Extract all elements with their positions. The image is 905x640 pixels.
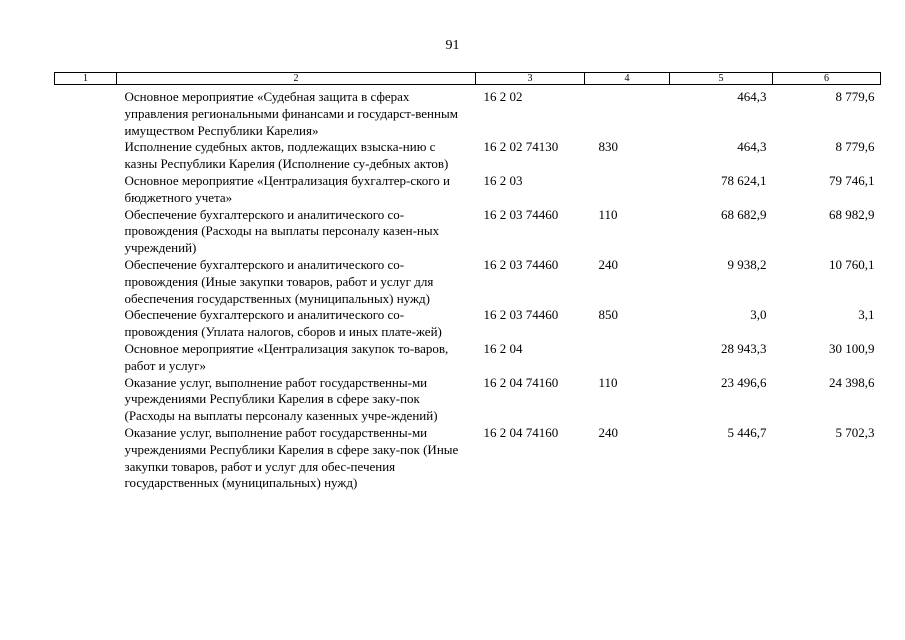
header-col-6: 6 xyxy=(773,73,881,85)
header-col-3: 3 xyxy=(476,73,585,85)
table-row xyxy=(55,85,881,140)
row-value-2: 5 702,3 xyxy=(835,424,875,440)
row-code: 16 2 03 xyxy=(483,172,523,188)
row-type: 240 xyxy=(598,256,618,272)
row-number-cell xyxy=(55,207,117,257)
row-name: Основное мероприятие «Судебная защита в сферах управления региональными финансами и государст-венным имуществом Республики Карелия» xyxy=(124,89,458,138)
row-code: 16 2 03 74460 xyxy=(483,307,559,323)
header-col-1: 1 xyxy=(55,73,117,85)
table-body xyxy=(55,85,881,493)
row-value-2: 3,1 xyxy=(858,307,875,323)
table-row xyxy=(55,139,881,173)
row-number-cell xyxy=(55,341,117,375)
table-row xyxy=(55,207,881,257)
row-name: Оказание услуг, выполнение работ государственны-ми учреждениями Республики Карелия в сфере заку-пок (Расходы на выплаты персоналу казенных учре-ждений) xyxy=(124,374,438,424)
header-row xyxy=(55,73,881,85)
row-value-1: 28 943,3 xyxy=(721,340,767,356)
budget-table xyxy=(54,72,881,492)
row-value-1: 3,0 xyxy=(750,307,767,323)
row-name: Оказание услуг, выполнение работ государственны-ми учреждениями Республики Карелия в сфере заку-пок (Иные закупки товаров, работ и услуг для обес-печения государственных (муниципальных) нужд) xyxy=(124,424,459,491)
row-value-1: 464,3 xyxy=(737,139,767,155)
row-value-1: 78 624,1 xyxy=(721,172,767,188)
row-number-cell xyxy=(55,139,117,173)
header-col-2: 2 xyxy=(117,73,476,85)
row-type: 110 xyxy=(598,374,618,390)
table-row xyxy=(55,341,881,375)
row-type xyxy=(585,85,670,140)
row-value-1: 464,3 xyxy=(737,89,767,104)
row-name: Основное мероприятие «Централизация закупок то-варов, работ и услуг» xyxy=(124,340,449,373)
row-name: Обеспечение бухгалтерского и аналитического со-провождения (Расходы на выплаты персоналу казен-ных учреждений) xyxy=(124,206,440,256)
table-row xyxy=(55,375,881,425)
header-col-5: 5 xyxy=(670,73,773,85)
row-code: 16 2 04 74160 xyxy=(483,374,559,390)
row-code: 16 2 03 74460 xyxy=(483,256,559,272)
row-type xyxy=(585,173,670,207)
row-number-cell xyxy=(55,425,117,492)
row-name: Обеспечение бухгалтерского и аналитического со-провождения (Иные закупки товаров, работ и услуг для обеспечения государственных (муниципальных) нужд) xyxy=(124,256,434,306)
row-value-1: 68 682,9 xyxy=(721,206,767,222)
row-type: 240 xyxy=(598,424,618,440)
row-type: 850 xyxy=(598,307,618,323)
row-code: 16 2 04 xyxy=(483,340,523,356)
row-code: 16 2 02 74130 xyxy=(483,139,559,155)
row-value-2: 68 982,9 xyxy=(829,206,875,222)
row-code: 16 2 04 74160 xyxy=(483,424,559,440)
row-value-2: 24 398,6 xyxy=(829,374,875,390)
page-number: 91 xyxy=(445,38,460,53)
row-value-1: 9 938,2 xyxy=(727,256,767,272)
table-row xyxy=(55,425,881,492)
row-number-cell xyxy=(55,375,117,425)
row-number-cell xyxy=(55,85,117,140)
row-number-cell xyxy=(55,257,117,307)
table-row xyxy=(55,173,881,207)
row-number-cell xyxy=(55,173,117,207)
row-name: Обеспечение бухгалтерского и аналитического со-провождения (Уплата налогов, сборов и иных плате-жей) xyxy=(124,307,442,340)
row-value-1: 5 446,7 xyxy=(727,424,767,440)
row-name: Основное мероприятие «Централизация бухгалтер-ского и бюджетного учета» xyxy=(124,172,451,205)
row-value-1: 23 496,6 xyxy=(721,374,767,390)
table-header xyxy=(55,73,881,85)
row-code: 16 2 02 xyxy=(483,89,523,104)
row-value-2: 8 779,6 xyxy=(835,139,875,155)
header-col-4: 4 xyxy=(585,73,670,85)
table-row xyxy=(55,257,881,307)
row-value-2: 8 779,6 xyxy=(835,89,875,104)
row-value-2: 30 100,9 xyxy=(829,340,875,356)
row-number-cell xyxy=(55,307,117,341)
table-row xyxy=(55,307,881,341)
row-type: 830 xyxy=(598,139,618,155)
row-name: Исполнение судебных актов, подлежащих взыска-нию с казны Республики Карелия (Исполнение су-дебных актов) xyxy=(124,139,449,172)
row-value-2: 10 760,1 xyxy=(829,256,875,272)
row-type xyxy=(585,341,670,375)
row-code: 16 2 03 74460 xyxy=(483,206,559,222)
row-value-2: 79 746,1 xyxy=(829,172,875,188)
row-type: 110 xyxy=(598,206,618,222)
